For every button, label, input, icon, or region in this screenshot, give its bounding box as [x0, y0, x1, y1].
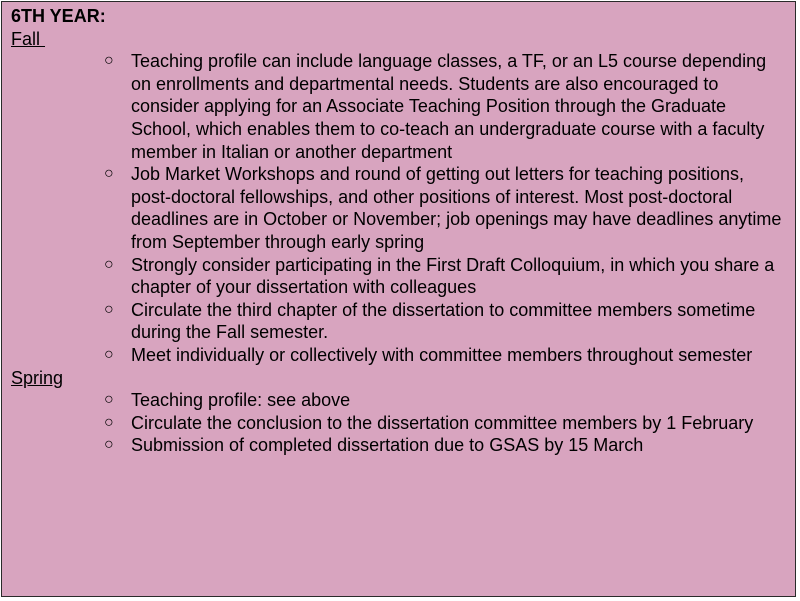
hollow-circle-bullet-icon: ○ — [104, 300, 114, 318]
list-item — [11, 254, 791, 299]
hollow-circle-bullet-icon: ○ — [104, 255, 114, 273]
list-item — [11, 163, 791, 253]
fall-list — [11, 50, 791, 366]
list-item — [11, 50, 791, 163]
list-item-text: Meet individually or collectively with committee members throughout semester — [131, 344, 753, 365]
list-item-text: Circulate the third chapter of the dissertation to committee members sometime during the Fall semester. — [131, 299, 756, 343]
list-item — [11, 299, 791, 344]
list-item-text: Teaching profile: see above — [131, 390, 351, 411]
spring-list — [11, 389, 791, 457]
sixth-year-content — [11, 5, 791, 457]
list-item — [11, 434, 791, 457]
section-title-fall: Fall — [11, 28, 46, 49]
year-heading: 6TH YEAR: — [11, 6, 106, 26]
list-item — [11, 412, 791, 435]
hollow-circle-bullet-icon: ○ — [104, 391, 114, 409]
list-item-text: Submission of completed dissertation due to GSAS by 15 March — [131, 435, 644, 456]
list-item — [11, 344, 791, 367]
list-item-text: Teaching profile can include language classes, a TF, or an L5 course depending on enrollments and departmental needs. Students are also encouraged to consider applying for an Associate Teaching Position through the Graduate School, which enables them to co-teach an undergraduate course with a faculty member in Italian or another department — [131, 51, 767, 162]
hollow-circle-bullet-icon: ○ — [104, 52, 114, 70]
hollow-circle-bullet-icon: ○ — [104, 165, 114, 183]
hollow-circle-bullet-icon: ○ — [104, 345, 114, 363]
hollow-circle-bullet-icon: ○ — [104, 413, 114, 431]
list-item-text: Circulate the conclusion to the dissertation committee members by 1 February — [131, 412, 754, 433]
section-title-spring: Spring — [11, 367, 64, 388]
list-item-text: Job Market Workshops and round of getting out letters for teaching positions, post-doctoral fellowships, and other positions of interest. Most post-doctoral deadlines are in October or November; job openings may have deadlines anytime from September through early spring — [131, 164, 782, 252]
sixth-year-box — [1, 1, 796, 597]
hollow-circle-bullet-icon: ○ — [104, 436, 114, 454]
list-item — [11, 389, 791, 412]
list-item-text: Strongly consider participating in the First Draft Colloquium, in which you share a chapter of your dissertation with colleagues — [131, 254, 775, 298]
